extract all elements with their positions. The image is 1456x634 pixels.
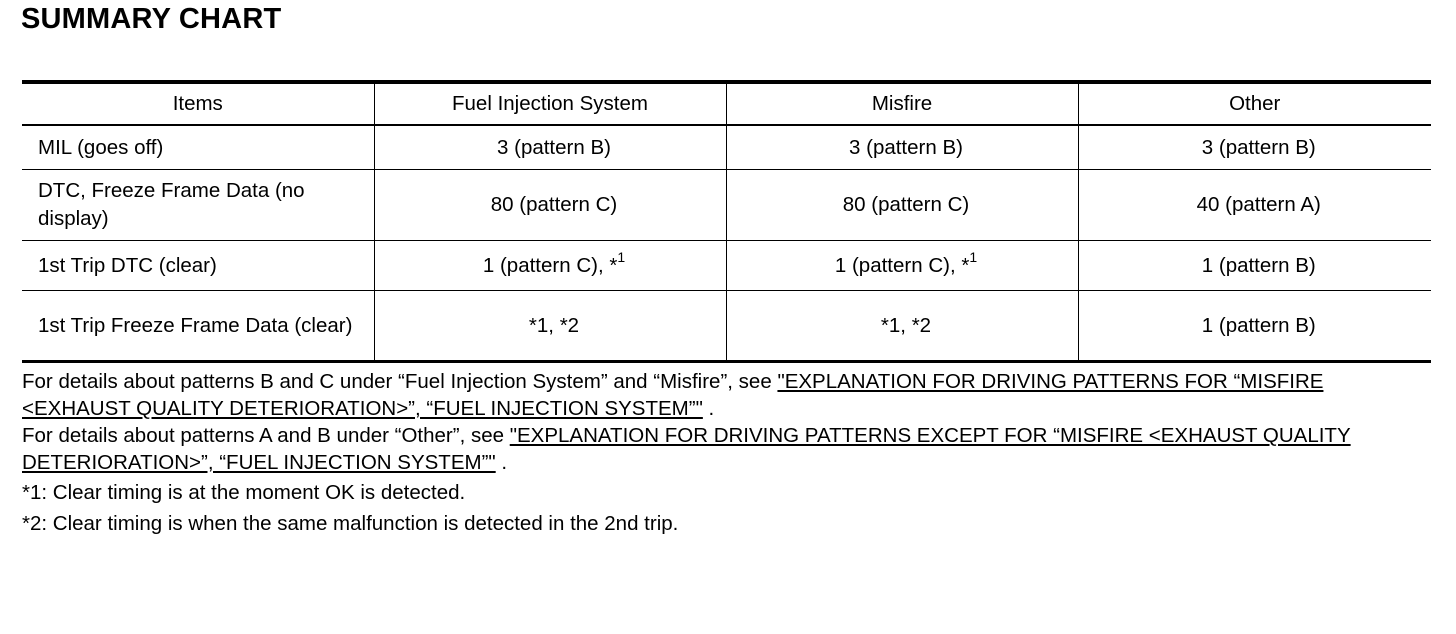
footnote-1: *1: Clear timing is at the moment OK is detected. bbox=[22, 481, 466, 504]
row-label: 1st Trip DTC (clear) bbox=[22, 241, 374, 291]
column-header-misfire: Misfire bbox=[726, 82, 1078, 125]
table-cell: 3 (pattern B) bbox=[1078, 125, 1431, 170]
table-row bbox=[22, 170, 1431, 241]
page-title: SUMMARY CHART bbox=[21, 3, 282, 35]
table-cell: 3 (pattern B) bbox=[726, 125, 1078, 170]
column-header-fuel-injection: Fuel Injection System bbox=[374, 82, 726, 125]
table-cell: *1, *2 bbox=[374, 291, 726, 362]
column-header-other: Other bbox=[1078, 82, 1431, 125]
table-cell: 1 (pattern B) bbox=[1078, 291, 1431, 362]
table-row bbox=[22, 291, 1431, 362]
table-cell: 40 (pattern A) bbox=[1078, 170, 1431, 241]
note-text: For details about patterns B and C under “Fuel Injection System” and “Misfire”, see bbox=[22, 370, 778, 393]
table-cell: *1, *2 bbox=[726, 291, 1078, 362]
row-label: 1st Trip Freeze Frame Data (clear) bbox=[22, 291, 374, 362]
table-header-row bbox=[22, 82, 1431, 125]
table-cell bbox=[726, 241, 1078, 291]
table-cell: 3 (pattern B) bbox=[374, 125, 726, 170]
table-cell: 80 (pattern C) bbox=[726, 170, 1078, 241]
table-cell: 80 (pattern C) bbox=[374, 170, 726, 241]
notes-section bbox=[22, 368, 1432, 537]
note-text: For details about patterns A and B under “Other”, see bbox=[22, 424, 510, 447]
row-label: DTC, Freeze Frame Data (no display) bbox=[22, 170, 374, 241]
driving-patterns-except-link[interactable]: "EXPLANATION FOR DRIVING PATTERNS EXCEPT FOR “MISFIRE <EXHAUST QUALITY DETERIORATION>”, “FUEL INJECTION SYSTEM”" bbox=[22, 424, 1351, 474]
table-row bbox=[22, 125, 1431, 170]
column-header-items: Items bbox=[22, 82, 374, 125]
cell-text: 1 (pattern C), * bbox=[834, 253, 970, 277]
footnote-ref: 1 bbox=[969, 248, 978, 265]
summary-table bbox=[22, 80, 1431, 363]
table-row bbox=[22, 241, 1431, 291]
footnote-ref: 1 bbox=[617, 248, 626, 265]
driving-patterns-misfire-link[interactable]: "EXPLANATION FOR DRIVING PATTERNS FOR “MISFIRE <EXHAUST QUALITY DETERIORATION>”, “FUEL INJECTION SYSTEM”" bbox=[22, 370, 1324, 420]
note-end: . bbox=[702, 397, 715, 420]
cell-text: 1 (pattern C), * bbox=[482, 253, 618, 277]
footnote-2: *2: Clear timing is when the same malfunction is detected in the 2nd trip. bbox=[22, 512, 679, 535]
note-patterns-ab bbox=[22, 422, 1432, 476]
note-end: . bbox=[495, 451, 508, 474]
table-cell bbox=[374, 241, 726, 291]
note-patterns-bc bbox=[22, 368, 1432, 422]
table-cell: 1 (pattern B) bbox=[1078, 241, 1431, 291]
row-label: MIL (goes off) bbox=[22, 125, 374, 170]
